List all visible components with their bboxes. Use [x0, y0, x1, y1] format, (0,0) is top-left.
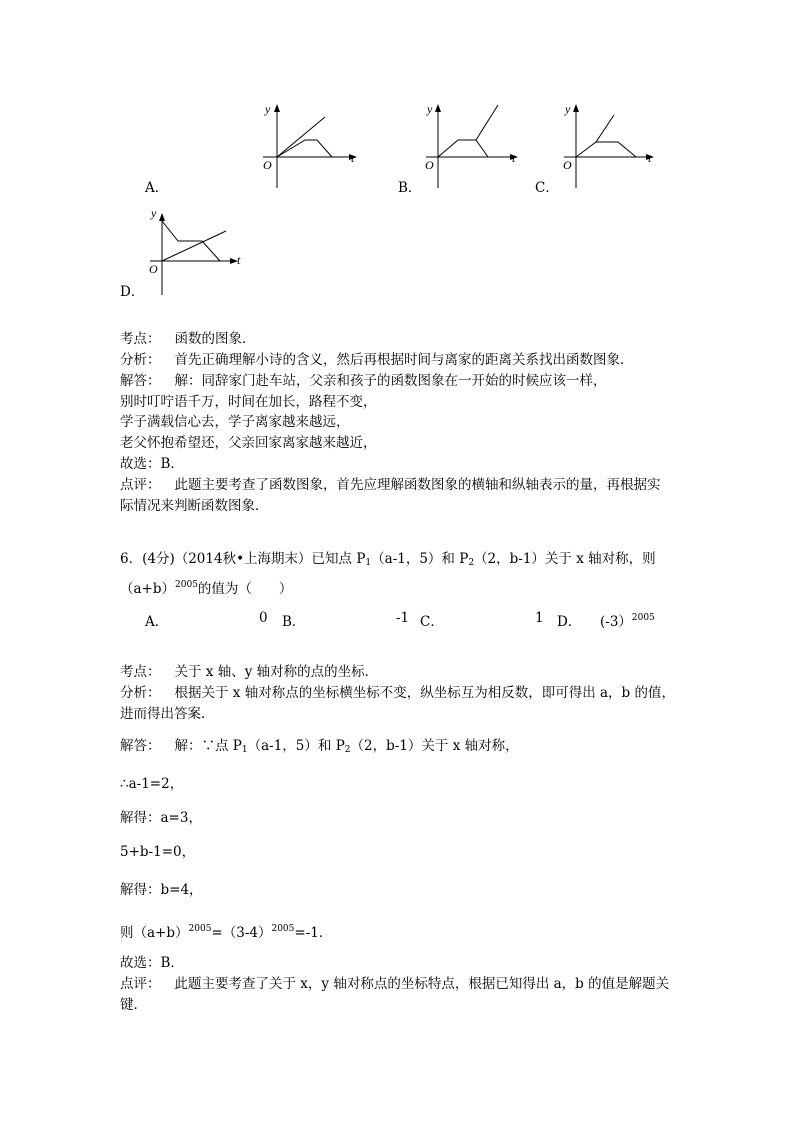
graph-c: [556, 100, 666, 190]
option-d-base: (-3）: [600, 614, 632, 630]
exponent: 2005: [175, 580, 198, 590]
step-text: 则（a+b）: [120, 925, 189, 941]
q5-dianping: [120, 473, 661, 493]
step-text: =-1．: [294, 925, 333, 941]
q6-kaodian: [120, 660, 378, 680]
solution-step: ∴a-1=2，: [120, 776, 184, 792]
y-axis-arrow: [274, 104, 280, 112]
axis-y-label: y: [151, 206, 157, 220]
q5-answer: 故选：B．: [120, 456, 184, 472]
axis-t-label: t: [512, 151, 516, 165]
graph-line: [576, 142, 636, 157]
dianping-label: 点评：: [120, 477, 161, 493]
jieda-text: 解：∵点 P: [174, 738, 242, 754]
graph-line: [438, 140, 488, 157]
q6-stem: [120, 547, 656, 568]
poem-line: 老父怀抱希望还，父亲回家离家越来越近，: [120, 435, 377, 451]
jieda-text: （2，b-1）关于 x 轴对称，: [350, 738, 519, 754]
q6-fenxi: [120, 681, 675, 701]
kaodian-label: 考点：: [120, 664, 161, 680]
dianping-label: 点评：: [120, 976, 161, 992]
dianping-text: 此题主要考查了函数图象，首先应理解函数图象的横轴和纵轴表示的量，再根据实: [174, 477, 661, 493]
option-a-value: 0: [259, 610, 268, 626]
fenxi-text: 首先正确理解小诗的含义，然后再根据时间与离家的距离关系找出函数图象．: [174, 352, 634, 368]
solution-step: [120, 921, 332, 941]
option-c-value: 1: [535, 610, 544, 626]
stem-text: （2，b-1）关于 x 轴对称，则: [474, 551, 656, 567]
kaodian-label: 考点：: [120, 331, 161, 347]
graph-a: [255, 100, 365, 190]
stem-text: 的值为（ ）: [197, 581, 293, 597]
option-d-value: [600, 610, 655, 630]
solution-step: 解得：b=4，: [120, 882, 203, 898]
kaodian-text: 关于 x 轴、y 轴对称的点的坐标．: [174, 664, 379, 680]
graph-b: [418, 100, 528, 190]
graph-d-svg: [140, 205, 250, 297]
stem-text: （a+b）: [120, 581, 176, 597]
q5-jieda: [120, 369, 607, 389]
subscript: 1: [241, 745, 248, 755]
option-d-label: D．: [557, 614, 582, 630]
graph-line: [162, 221, 220, 261]
fenxi-label: 分析：: [120, 685, 161, 701]
axis-t-label: t: [648, 151, 652, 165]
y-axis-arrow: [573, 104, 579, 112]
option-b-value: -1: [396, 610, 410, 626]
origin-label: O: [263, 158, 272, 172]
axis-t-label: t: [237, 253, 241, 267]
dianping-text: 此题主要考查了关于 x，y 轴对称点的坐标特点，根据已知得出 a，b 的值是解题关: [174, 976, 670, 992]
exponent: 2005: [631, 613, 655, 623]
axis-y-label: y: [565, 102, 571, 116]
graph-a-svg: [255, 100, 365, 190]
q5-kaodian: [120, 327, 256, 347]
stem-text: （a-1，5）和 P: [371, 551, 469, 567]
poem-line: 别时叮咛语千万，时间在加长，路程不变，: [120, 394, 377, 410]
solution-step: 解得：a=3，: [120, 810, 202, 826]
option-a-label: A．: [145, 614, 169, 630]
q6-jieda: [120, 734, 519, 755]
origin-label: O: [563, 158, 572, 172]
graph-line: [476, 105, 498, 140]
exponent: 2005: [271, 924, 295, 934]
q6-dianping-cont: 键．: [120, 997, 147, 1013]
y-axis-arrow: [435, 104, 441, 112]
q6-answer: 故选：B．: [120, 955, 184, 971]
stem-text: 6．(4分)（2014秋•上海期末）已知点 P: [120, 551, 366, 567]
origin-label: O: [149, 262, 158, 276]
option-c-label: C．: [420, 614, 444, 630]
option-d-label: D．: [120, 284, 145, 300]
jieda-text: （a-1，5）和 P: [247, 738, 345, 754]
graph-d: [140, 205, 250, 297]
axis-y-label: y: [427, 102, 433, 116]
q6-dianping: [120, 972, 669, 992]
subscript: 2: [344, 745, 351, 755]
option-b-label: B．: [398, 180, 422, 196]
subscript: 2: [468, 558, 475, 568]
fenxi-text: 根据关于 x 轴对称点的坐标横坐标不变，纵坐标互为相反数，即可得出 a，b 的值，: [174, 685, 675, 701]
kaodian-text: 函数的图象．: [174, 331, 256, 347]
solution-step: 5+b-1=0，: [120, 844, 196, 860]
axis-y-label: y: [265, 102, 271, 116]
subscript: 1: [365, 558, 372, 568]
poem-line: 学子满载信心去，学子离家越来越远，: [120, 414, 350, 430]
option-a-label: A．: [145, 180, 169, 196]
option-c-label: C．: [535, 180, 559, 196]
jieda-label: 解答：: [120, 373, 161, 389]
q5-fenxi: [120, 348, 634, 368]
graph-b-svg: [418, 100, 528, 190]
jieda-label: 解答：: [120, 738, 161, 754]
step-text: =（3-4）: [211, 925, 272, 941]
graph-line: [277, 117, 325, 157]
option-b-label: B．: [282, 614, 306, 630]
graph-line: [277, 140, 332, 157]
y-axis-arrow: [159, 213, 165, 221]
axis-t-label: t: [351, 151, 355, 165]
q5-dianping-cont: 际情况来判断函数图象．: [120, 498, 269, 514]
fenxi-label: 分析：: [120, 352, 161, 368]
origin-label: O: [425, 158, 434, 172]
exponent: 2005: [188, 924, 212, 934]
graph-c-svg: [556, 100, 666, 190]
graph-line: [596, 115, 614, 142]
q6-stem-line2: [120, 577, 292, 597]
q6-fenxi-cont: 进而得出答案．: [120, 706, 215, 722]
jieda-text: 解：同辞家门赴车站，父亲和孩子的函数图象在一开始的时候应该一样，: [174, 373, 607, 389]
